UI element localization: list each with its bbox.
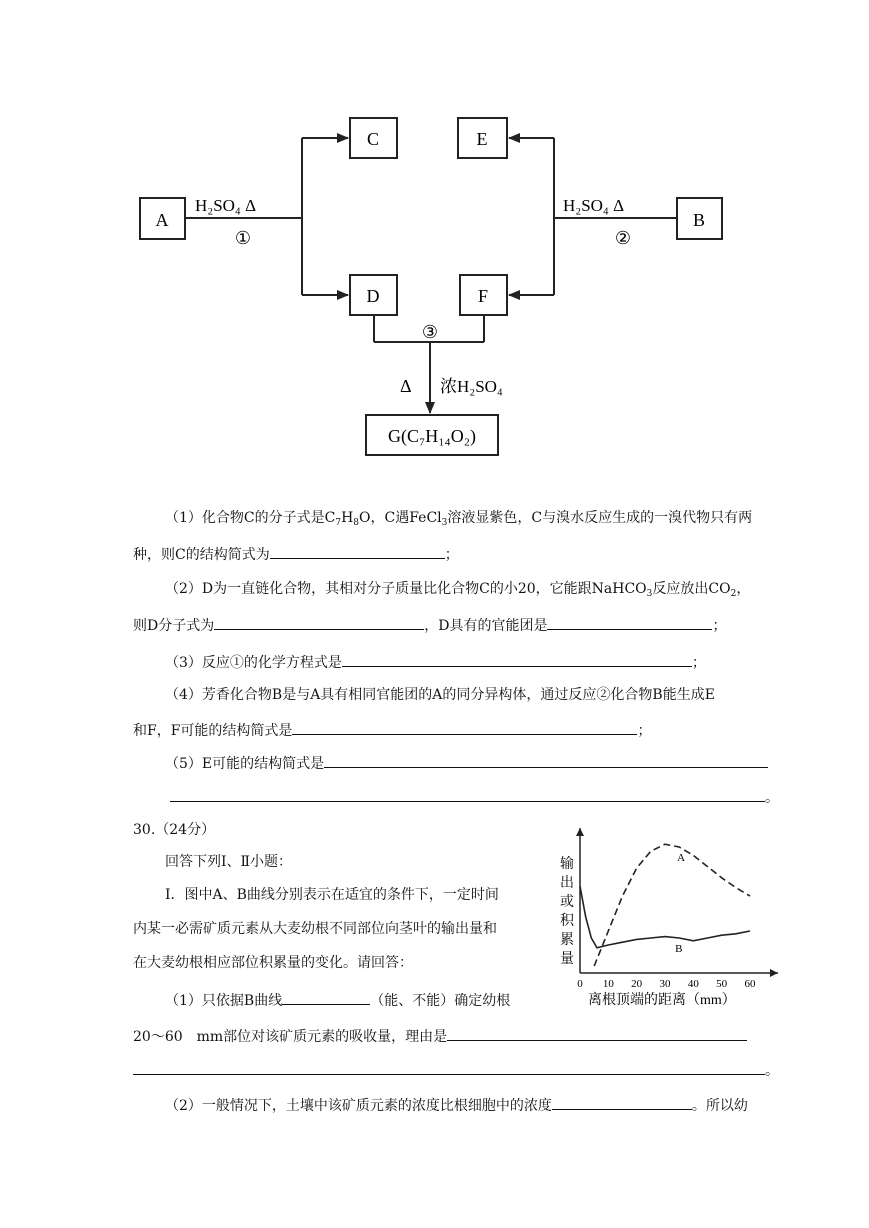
answer-blank-reaction-1[interactable] [342, 650, 692, 667]
right-reagent: H₂SO₄ Δ [563, 196, 625, 215]
product-g-label: G(C₇H₁₄O₂) [387, 426, 477, 446]
answer-blank-f-structure[interactable] [292, 718, 637, 735]
answer-blank-d-formula[interactable] [214, 613, 424, 630]
x-tick-label: 0 [577, 978, 583, 990]
q29-part3: （3）反应①的化学方程式是 ； [165, 650, 706, 673]
q29-part4-line2: 和F，F可能的结构简式是 ； [133, 718, 651, 741]
chart-ticks [577, 978, 756, 990]
answer-blank-concentration[interactable] [552, 1093, 692, 1110]
q29-part5-line1: （5）E可能的结构简式是 [165, 751, 768, 774]
q29-part4-line1: （4）芳香化合物B是与A具有相同官能团的A的同分异构体，通过反应②化合物B能生成E [165, 687, 715, 703]
node-c-box [350, 118, 397, 158]
node-f-box [460, 275, 507, 315]
node-b-label: B [692, 210, 706, 230]
answer-blank-c-structure[interactable] [270, 542, 445, 559]
chart-curves [580, 844, 750, 966]
left-reagent: H₂SO₄ Δ [195, 196, 257, 215]
left-connector [185, 138, 348, 295]
x-tick-label: 50 [716, 978, 728, 990]
answer-blank-e-structure-cont[interactable] [170, 785, 765, 802]
x-tick-label: 10 [602, 978, 614, 990]
x-tick-label: 20 [631, 978, 643, 990]
reaction-1-label: ① [234, 228, 252, 248]
x-tick-label: 30 [659, 978, 671, 990]
q30-sub1-line2: 20～60 mm部位对该矿质元素的吸收量，理由是 [133, 1024, 747, 1047]
node-d-label: D [366, 286, 380, 306]
chart-ylabel: 输出或积累量 [560, 857, 574, 967]
node-d-box [350, 275, 397, 315]
x-axis-arrow [770, 969, 778, 977]
conc-acid-label: 浓H₂SO₄ [440, 377, 503, 396]
q29-part5-line2: 。 [170, 785, 779, 808]
node-e-label: E [476, 129, 488, 149]
answer-blank-reason-cont[interactable] [133, 1058, 765, 1075]
right-connector [509, 138, 677, 295]
answer-blank-can-cannot[interactable] [282, 988, 370, 1005]
q30-header: 30.（24分） [133, 822, 216, 838]
q30-part1-line1: Ⅰ．图中A、B曲线分别表示在适宜的条件下，一定时间 [165, 887, 499, 903]
answer-blank-e-structure[interactable] [324, 751, 768, 768]
q30-sub1-line1: （1）只依据B曲线 （能、不能）确定幼根 [165, 988, 510, 1011]
node-f-label: F [477, 286, 489, 306]
series-b-label: B [675, 943, 683, 955]
node-a-box [140, 198, 185, 239]
x-tick-label: 60 [744, 978, 756, 990]
q30-sub2-line1: （2）一般情况下，土壤中该矿质元素的浓度比根细胞中的浓度 。所以幼 [165, 1093, 748, 1116]
node-a-label: A [155, 210, 169, 230]
series-a-label: A [677, 852, 686, 864]
q30-part1-line3: 在大麦幼根相应部位积累量的变化。请回答： [133, 955, 413, 971]
reaction-2-label: ② [614, 228, 632, 248]
q29-part2-line2: 则D分子式为 ，D具有的官能团是 ； [133, 613, 726, 636]
y-axis-arrow [576, 828, 584, 836]
q30-sub1-line3: 。 [133, 1058, 779, 1081]
q30-intro: 回答下列Ⅰ、Ⅱ小题： [165, 854, 293, 870]
mineral-chart [548, 828, 788, 1008]
product-g-box [366, 415, 498, 455]
node-c-label: C [366, 129, 380, 149]
answer-blank-d-group[interactable] [547, 613, 712, 630]
series-a-line [594, 844, 750, 966]
series-b-line [580, 886, 750, 948]
q29-part2-line1: （2）D为一直链化合物，其相对分子质量比化合物C的小20，它能跟NaHCO$_3$反应放出$CO_2$， [165, 581, 751, 599]
chart-xlabel: 离根顶端的距离（mm） [588, 993, 736, 1008]
answer-blank-reason[interactable] [447, 1024, 747, 1041]
q29-part1-line1: （1）化合物C的分子式是$C_7H_8O$，C遇FeCl$_3$溶液显紫色，C与溴水反应生成的一溴代物只有两 [165, 510, 753, 528]
x-tick-label: 40 [687, 978, 699, 990]
reaction-3-label: ③ [421, 322, 439, 342]
q29-part1-line2: 种，则C的结构简式为 ； [133, 542, 459, 565]
q30-part1-line2: 内某一必需矿质元素从大麦幼根不同部位向茎叶的输出量和 [133, 921, 497, 937]
heat-symbol: Δ [400, 376, 412, 396]
reaction-scheme [0, 0, 869, 480]
node-e-box [458, 118, 507, 158]
node-b-box [677, 198, 722, 239]
